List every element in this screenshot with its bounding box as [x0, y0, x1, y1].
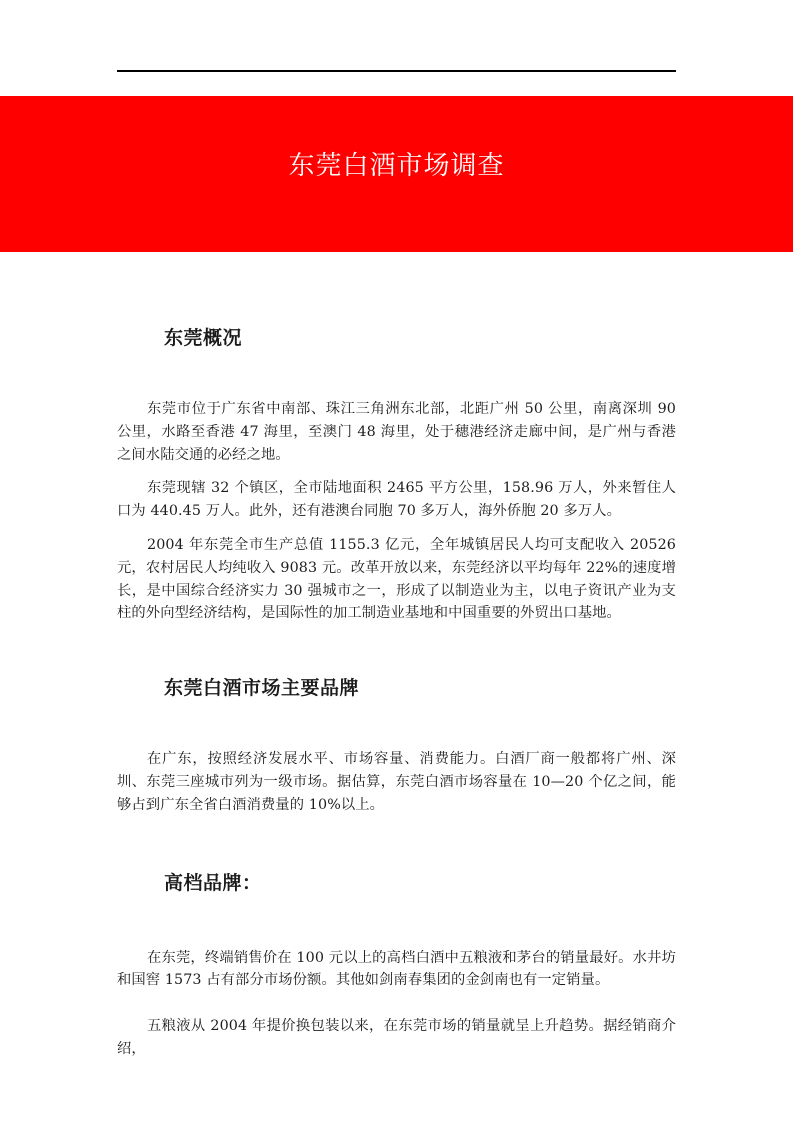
spacer — [117, 897, 676, 947]
spacer — [117, 252, 676, 324]
section-heading-premium-brands: 高档品牌： — [164, 871, 262, 894]
section-heading-overview: 东莞概况 — [164, 327, 243, 349]
spacer — [117, 992, 676, 1015]
spacer — [117, 523, 676, 534]
page-header — [0, 0, 793, 96]
title-banner — [0, 96, 793, 252]
document-title: 东莞白酒市场调查 — [288, 151, 505, 181]
spacer — [117, 352, 676, 398]
paragraph: 在东莞，终端销售价在 100 元以上的高档白酒中五粮液和茅台的销量最好。水井坊和国窖 1573 占有部分市场份额。其他如剑南春集团的金剑南也有一定销量。 — [117, 949, 676, 989]
spacer — [117, 625, 676, 674]
document-body — [117, 252, 676, 1061]
header-divider-rule — [117, 70, 676, 72]
spacer — [117, 466, 676, 477]
paragraph: 在广东，按照经济发展水平、市场容量、消费能力。白酒厂商一般都将广州、深圳、东莞三座城市列为一级市场。据估算，东莞白酒市场容量在 10—20 个亿之间，能够占到广东全省白酒消费量的 10%以上。 — [117, 751, 676, 813]
paragraph: 2004 年东莞全市生产总值 1155.3 亿元，全年城镇居民人均可支配收入 20526 元，农村居民人均纯收入 9083 元。改革开放以来，东莞经济以平均每年 22%的速度增长，是中国综合经济实力 30 强城市之一，形成了以制造业为主，以电子资讯产业为支柱的外向型经济结构，是国际性的加工制造业基地和中国重要的外贸出口基地。 — [117, 536, 676, 622]
paragraph: 东莞市位于广东省中南部、珠江三角洲东北部，北距广州 50 公里，南离深圳 90 公里，水路至香港 47 海里，至澳门 48 海里，处于穗港经济走廊中间，是广州与香港之间水陆交通的必经之地。 — [117, 401, 676, 463]
paragraph: 东莞现辖 32 个镇区，全市陆地面积 2465 平方公里，158.96 万人，外来暂住人口为 440.45 万人。此外，还有港澳台同胞 70 多万人，海外侨胞 20 多万人。 — [117, 480, 676, 520]
spacer — [117, 702, 676, 748]
spacer — [117, 817, 676, 869]
section-heading-main-brands: 东莞白酒市场主要品牌 — [164, 677, 360, 700]
paragraph: 五粮液从 2004 年提价换包装以来，在东莞市场的销量就呈上升趋势。据经销商介绍， — [117, 1018, 676, 1057]
